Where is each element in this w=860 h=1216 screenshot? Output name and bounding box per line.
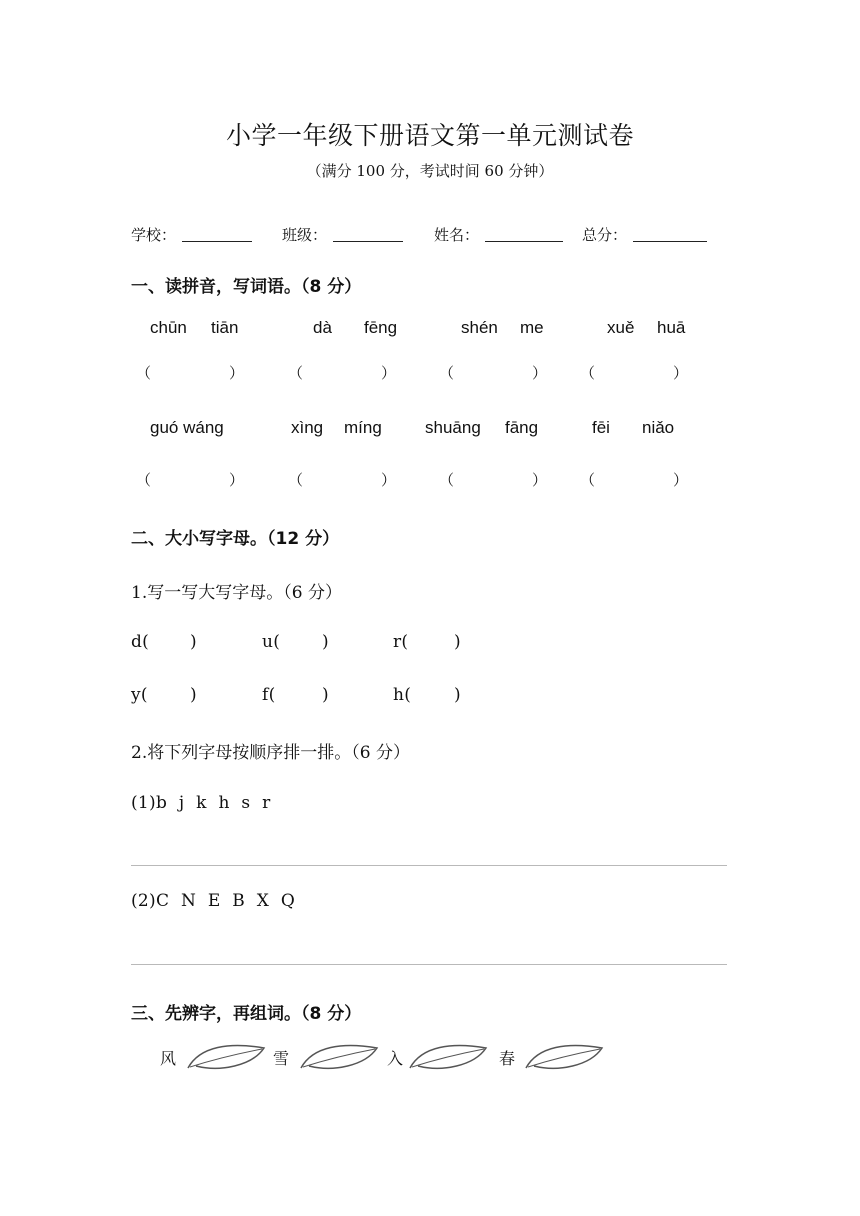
char-ru: 入 xyxy=(387,1049,404,1068)
letter-h-close: ) xyxy=(454,685,461,705)
answer-close-3: ） xyxy=(532,364,548,382)
char-feng: 风 xyxy=(160,1049,177,1068)
leaf-outline-icon[interactable] xyxy=(299,1040,379,1072)
pinyin-8-2: niǎo xyxy=(642,418,675,437)
answer-close-2: ） xyxy=(381,364,397,382)
answer-line-2[interactable] xyxy=(131,964,727,965)
char-chun: 春 xyxy=(499,1049,516,1068)
pinyin-4-1: xuě xyxy=(607,318,635,337)
pinyin-2-1: dà xyxy=(313,318,332,337)
letter-h: h( xyxy=(393,685,412,705)
pinyin-5-1: guó wáng xyxy=(150,418,224,437)
answer-close-1: ） xyxy=(229,364,245,382)
answer-open-3: （ xyxy=(439,364,455,382)
school-label: 学校： xyxy=(131,226,177,244)
answer-open-5: （ xyxy=(136,471,152,489)
answer-line-1[interactable] xyxy=(131,865,727,866)
class-blank[interactable] xyxy=(333,240,403,242)
letter-u: u( xyxy=(262,632,281,652)
letter-r: r( xyxy=(393,632,409,652)
answer-open-6: （ xyxy=(288,471,304,489)
answer-open-1: （ xyxy=(136,364,152,382)
pinyin-8-1: fēi xyxy=(592,418,610,437)
pinyin-1-1: chūn xyxy=(150,318,187,337)
section3-title: 三、先辨字，再组词。（8 分） xyxy=(131,1004,362,1024)
answer-close-4: ） xyxy=(673,364,689,382)
answer-close-6: ） xyxy=(381,471,397,489)
leaf-outline-icon[interactable] xyxy=(524,1040,604,1072)
letter-y-close: ) xyxy=(190,685,197,705)
leaf-outline-icon[interactable] xyxy=(186,1040,266,1072)
answer-open-2: （ xyxy=(288,364,304,382)
class-label: 班级： xyxy=(282,226,328,244)
pinyin-1-2: tiān xyxy=(211,318,239,337)
page-subtitle: （满分 100 分，考试时间 60 分钟） xyxy=(306,162,554,180)
leaf-outline-icon[interactable] xyxy=(408,1040,488,1072)
answer-close-7: ） xyxy=(532,471,548,489)
pinyin-3-2: me xyxy=(520,318,544,337)
answer-open-8: （ xyxy=(580,471,596,489)
name-label: 姓名： xyxy=(434,226,480,244)
answer-open-7: （ xyxy=(439,471,455,489)
letter-f: f( xyxy=(262,685,276,705)
section2-question1: 1.写一写大写字母。（6 分） xyxy=(131,583,342,603)
name-blank[interactable] xyxy=(485,240,563,242)
question2-item2: (2)C N E B X Q xyxy=(131,891,296,911)
question2-item1: (1)b j k h s r xyxy=(131,793,271,813)
section2-question2: 2.将下列字母按顺序排一排。（6 分） xyxy=(131,743,410,763)
answer-close-5: ） xyxy=(229,471,245,489)
letter-u-close: ) xyxy=(322,632,329,652)
pinyin-3-1: shén xyxy=(461,318,498,337)
school-blank[interactable] xyxy=(182,240,252,242)
pinyin-2-2: fēng xyxy=(364,318,398,337)
pinyin-7-2: fāng xyxy=(505,418,539,437)
letter-d: d( xyxy=(131,632,150,652)
answer-open-4: （ xyxy=(580,364,596,382)
letter-y: y( xyxy=(131,685,148,705)
section2-title: 二、大小写字母。（12 分） xyxy=(131,529,340,549)
pinyin-6-2: míng xyxy=(344,418,382,437)
char-xue: 雪 xyxy=(273,1049,290,1068)
total-label: 总分： xyxy=(582,226,628,244)
answer-close-8: ） xyxy=(673,471,689,489)
letter-f-close: ) xyxy=(322,685,329,705)
letter-r-close: ) xyxy=(454,632,461,652)
section1-title: 一、读拼音，写词语。（8 分） xyxy=(131,277,362,297)
page-title: 小学一年级下册语文第一单元测试卷 xyxy=(225,121,634,150)
letter-d-close: ) xyxy=(190,632,197,652)
pinyin-7-1: shuāng xyxy=(425,418,481,437)
total-blank[interactable] xyxy=(633,240,707,242)
pinyin-6-1: xìng xyxy=(291,418,324,437)
pinyin-4-2: huā xyxy=(657,318,686,337)
